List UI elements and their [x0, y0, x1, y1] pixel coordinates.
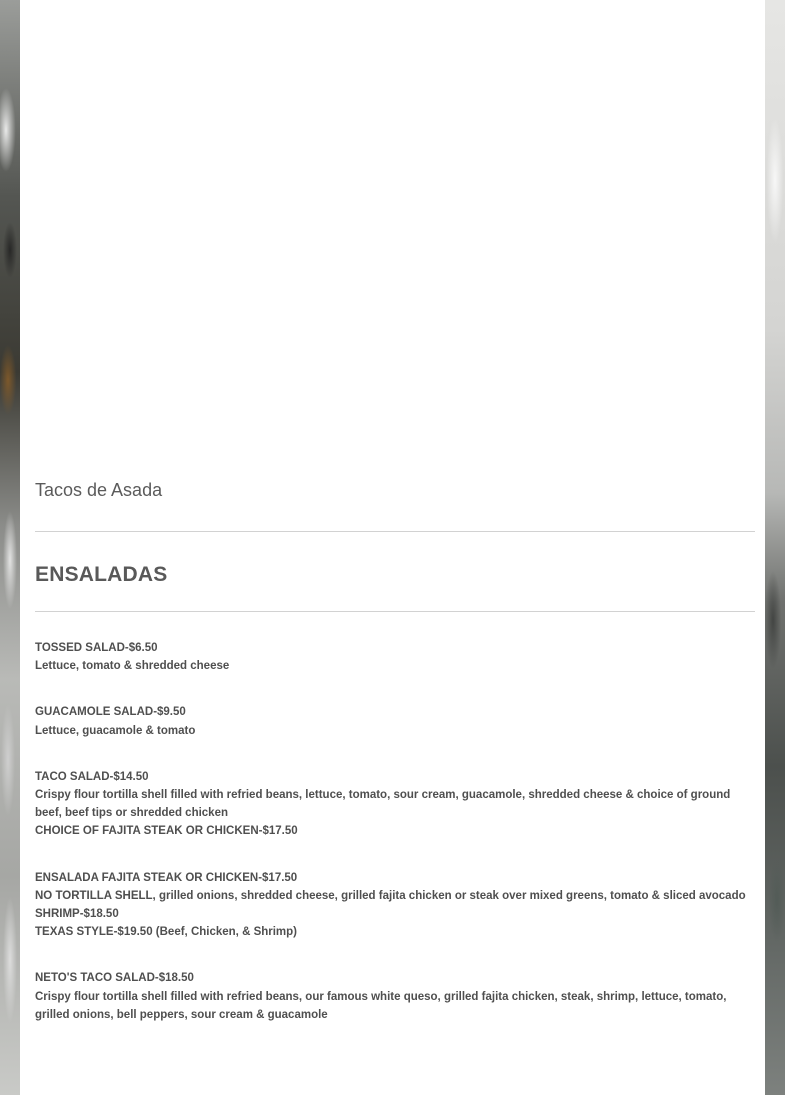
- menu-item-description: NO TORTILLA SHELL, grilled onions, shredded cheese, grilled fajita chicken or steak over mixed greens, tomato & sliced avocado: [35, 889, 746, 902]
- menu-content-panel: [20, 0, 765, 1095]
- section-title: ENSALADAS: [35, 563, 168, 586]
- menu-item-name-price: ENSALADA FAJITA STEAK OR CHICKEN-$17.50: [35, 871, 298, 884]
- menu-item-description: Lettuce, guacamole & tomato: [35, 724, 196, 737]
- menu-item: [35, 703, 755, 739]
- menu-item: [35, 639, 755, 675]
- menu-item-description: Crispy flour tortilla shell filled with refried beans, lettuce, tomato, sour cream, guacamole, shredded cheese & choice of ground beef, beef tips or shredded chicken: [35, 789, 731, 820]
- menu-item-option: TEXAS STYLE-$19.50 (Beef, Chicken, & Shrimp): [35, 926, 298, 939]
- menu-item: [35, 869, 755, 942]
- divider-bottom: [35, 611, 755, 612]
- menu-item-name-price: TACO SALAD-$14.50: [35, 770, 149, 783]
- menu-item-option: SHRIMP-$18.50: [35, 908, 119, 921]
- menu-item: [35, 768, 755, 841]
- stone-background-right: [765, 0, 785, 1095]
- menu-item-name-price: TOSSED SALAD-$6.50: [35, 642, 158, 654]
- image-caption: Tacos de Asada: [35, 480, 163, 500]
- divider-top: [35, 531, 755, 532]
- menu-item-description: Crispy flour tortilla shell filled with refried beans, our famous white queso, grilled fajita chicken, steak, shrimp, lettuce, tomato, grilled onions, bell peppers, sour cream & guacamole: [35, 990, 727, 1021]
- stone-background-left: [0, 0, 20, 1095]
- menu-item-option: CHOICE OF FAJITA STEAK OR CHICKEN-$17.50: [35, 825, 298, 838]
- menu-item: [35, 969, 755, 1024]
- menu-item-name-price: GUACAMOLE SALAD-$9.50: [35, 706, 186, 719]
- menu-item-description: Lettuce, tomato & shredded cheese: [35, 660, 230, 673]
- menu-items-list: [35, 639, 755, 1052]
- menu-item-name-price: NETO'S TACO SALAD-$18.50: [35, 972, 194, 985]
